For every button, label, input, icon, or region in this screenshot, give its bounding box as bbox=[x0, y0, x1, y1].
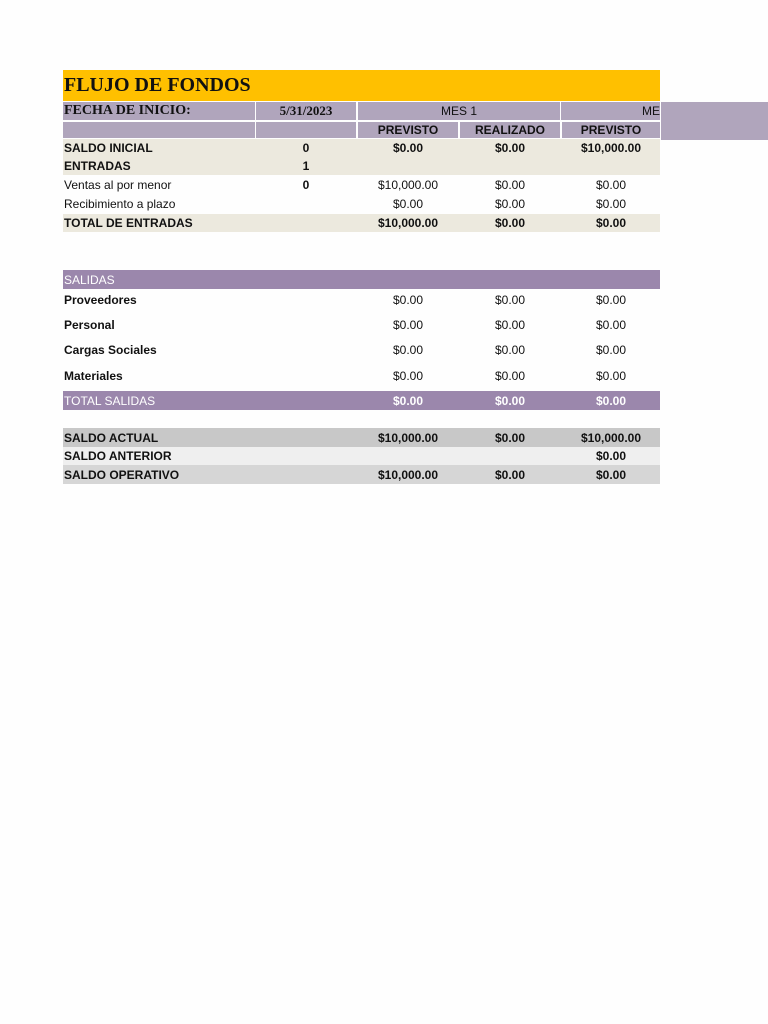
row-realizado[interactable]: $0.00 bbox=[494, 178, 526, 192]
row-realizado[interactable]: $0.00 bbox=[494, 197, 526, 211]
row-previsto-2[interactable]: $0.00 bbox=[595, 343, 627, 357]
row-realizado[interactable]: $0.00 bbox=[494, 318, 526, 332]
row-previsto[interactable] bbox=[358, 157, 458, 175]
table-row bbox=[63, 314, 660, 336]
row-previsto[interactable]: $10,000.00 bbox=[377, 178, 439, 192]
sheet-title: FLUJO DE FONDOS bbox=[64, 74, 251, 96]
subheader-blank-value bbox=[256, 122, 356, 138]
row-realizado[interactable]: $0.00 bbox=[494, 141, 526, 155]
table-row bbox=[63, 195, 660, 213]
row-previsto[interactable]: $0.00 bbox=[392, 369, 424, 383]
row-previsto-2[interactable]: $0.00 bbox=[595, 467, 627, 482]
row-label: TOTAL DE ENTRADAS bbox=[64, 216, 193, 230]
row-realizado[interactable]: $0.00 bbox=[494, 430, 526, 445]
table-row bbox=[63, 289, 660, 311]
table-row bbox=[63, 365, 660, 387]
row-previsto[interactable]: $0.00 bbox=[392, 293, 424, 307]
row-label: Personal bbox=[64, 318, 115, 332]
start-date-value[interactable]: 5/31/2023 bbox=[256, 102, 356, 120]
salidas-section-header bbox=[63, 270, 660, 289]
row-value[interactable]: 0 bbox=[302, 141, 310, 155]
table-row bbox=[63, 139, 660, 157]
start-date-row bbox=[63, 102, 660, 120]
row-previsto-2[interactable]: $0.00 bbox=[595, 369, 627, 383]
subheader-previsto: PREVISTO bbox=[358, 122, 458, 138]
row-label: ENTRADAS bbox=[64, 159, 131, 173]
row-previsto-2[interactable]: $0.00 bbox=[595, 449, 627, 463]
row-previsto[interactable] bbox=[358, 447, 458, 465]
table-row bbox=[63, 157, 660, 175]
row-previsto[interactable]: $10,000.00 bbox=[377, 216, 439, 230]
row-label: SALDO INICIAL bbox=[64, 141, 153, 155]
table-row bbox=[63, 214, 660, 232]
row-previsto-2[interactable]: $0.00 bbox=[595, 178, 627, 192]
row-label: SALDO ANTERIOR bbox=[64, 449, 172, 463]
table-row bbox=[63, 176, 660, 194]
table-row bbox=[63, 447, 660, 465]
row-label: Recibimiento a plazo bbox=[64, 197, 176, 211]
row-previsto-2[interactable]: $0.00 bbox=[595, 318, 627, 332]
row-previsto-2[interactable] bbox=[562, 157, 660, 175]
table-row bbox=[63, 391, 660, 410]
row-value[interactable] bbox=[256, 214, 356, 232]
row-label: Cargas Sociales bbox=[64, 343, 157, 357]
row-previsto[interactable]: $0.00 bbox=[392, 393, 424, 408]
row-realizado[interactable] bbox=[460, 447, 560, 465]
row-previsto-2[interactable]: $0.00 bbox=[595, 293, 627, 307]
subheader-blank-label bbox=[63, 122, 255, 138]
row-label: TOTAL SALIDAS bbox=[64, 393, 156, 408]
row-realizado[interactable]: $0.00 bbox=[494, 216, 526, 230]
table-row bbox=[63, 339, 660, 361]
row-previsto-2[interactable]: $10,000.00 bbox=[580, 141, 642, 155]
row-previsto[interactable]: $0.00 bbox=[392, 318, 424, 332]
row-previsto-2[interactable]: $0.00 bbox=[595, 197, 627, 211]
row-previsto[interactable]: $0.00 bbox=[392, 343, 424, 357]
row-previsto[interactable]: $0.00 bbox=[392, 197, 424, 211]
row-realizado[interactable] bbox=[460, 157, 560, 175]
row-previsto[interactable]: $0.00 bbox=[392, 141, 424, 155]
row-label: SALDO OPERATIVO bbox=[64, 467, 180, 482]
row-label: Proveedores bbox=[64, 293, 137, 307]
row-realizado[interactable]: $0.00 bbox=[494, 393, 526, 408]
row-previsto-2[interactable]: $10,000.00 bbox=[580, 430, 642, 445]
row-value[interactable]: 1 bbox=[302, 159, 310, 173]
column-subheader-row bbox=[63, 122, 660, 138]
overflow-header-block bbox=[661, 102, 768, 140]
row-label: Ventas al por menor bbox=[64, 178, 172, 192]
row-realizado[interactable]: $0.00 bbox=[494, 467, 526, 482]
row-previsto[interactable]: $10,000.00 bbox=[377, 467, 439, 482]
row-previsto[interactable]: $10,000.00 bbox=[377, 430, 439, 445]
month-2-header: ME bbox=[561, 102, 660, 120]
row-previsto-2[interactable]: $0.00 bbox=[595, 216, 627, 230]
title-row bbox=[63, 70, 660, 101]
row-value[interactable] bbox=[256, 195, 356, 213]
salidas-header-label: SALIDAS bbox=[64, 272, 115, 287]
table-row bbox=[63, 465, 660, 484]
row-previsto-2[interactable]: $0.00 bbox=[595, 393, 627, 408]
row-label: SALDO ACTUAL bbox=[64, 430, 159, 445]
subheader-realizado: REALIZADO bbox=[460, 122, 560, 138]
row-realizado[interactable]: $0.00 bbox=[494, 293, 526, 307]
table-row bbox=[63, 428, 660, 447]
row-label: Materiales bbox=[64, 369, 123, 383]
start-date-label: FECHA DE INICIO: bbox=[63, 102, 255, 120]
subheader-previsto-2: PREVISTO bbox=[562, 122, 660, 138]
row-realizado[interactable]: $0.00 bbox=[494, 369, 526, 383]
month-1-header: MES 1 bbox=[358, 102, 560, 120]
row-value[interactable]: 0 bbox=[302, 178, 310, 192]
row-realizado[interactable]: $0.00 bbox=[494, 343, 526, 357]
